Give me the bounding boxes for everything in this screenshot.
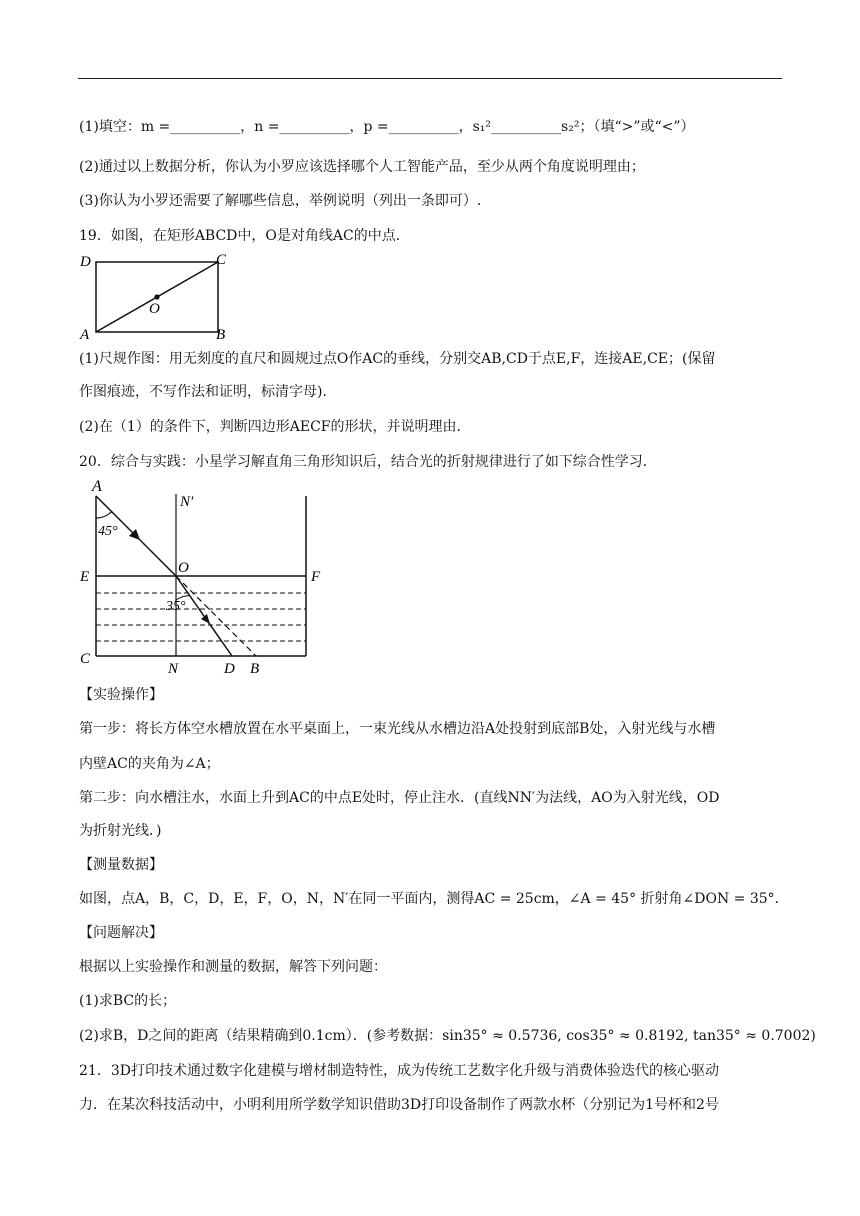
label-o: O bbox=[149, 301, 160, 317]
q19-part2: (2)在（1）的条件下，判断四边形AECF的形状，并说明理由． bbox=[79, 419, 471, 435]
q20-step2-line2: 为折射光线．) bbox=[79, 823, 162, 839]
q20-section-solve: 【问题解决】 bbox=[79, 925, 163, 941]
rectangle-abcd-figure bbox=[74, 250, 244, 342]
angle-arc-a bbox=[96, 512, 112, 518]
q18-part3: (3)你认为小罗还需要了解哪些信息，举例说明（列出一条即可）. bbox=[79, 193, 482, 209]
q19-part1-line2: 作图痕迹，不写作法和证明，标清字母)． bbox=[79, 384, 337, 400]
q20-part1: (1)求BC的长； bbox=[79, 993, 177, 1009]
q21-line1: 21．3D打印技术通过数字化建模与增材制造特性，成为传统工艺数字化升级与消费体验迭代的核心驱动 bbox=[79, 1063, 719, 1079]
q18-part2: (2)通过以上数据分析，你认为小罗应该选择哪个人工智能产品，至少从两个角度说明理由； bbox=[79, 159, 645, 175]
label-b: B bbox=[250, 661, 260, 677]
q20-step1-line2: 内壁AC的夹角为∠A； bbox=[79, 756, 220, 772]
q20-step2-line1: 第二步：向水槽注水，水面上升到AC的中点E处时，停止注水．(直线NN′为法线，AO为入射光线，OD bbox=[79, 790, 720, 806]
label-c: C bbox=[80, 651, 91, 667]
q20-solve-intro: 根据以上实验操作和测量的数据，解答下列问题： bbox=[79, 959, 387, 975]
midpoint-o bbox=[154, 294, 159, 299]
q19-stem: 19．如图，在矩形ABCD中，O是对角线AC的中点． bbox=[79, 228, 410, 244]
label-angle-35: 35° bbox=[166, 599, 186, 614]
q20-step1-line1: 第一步：将长方体空水槽放置在水平桌面上，一束光线从水槽边沿A处投射到底部B处，入射光线与水槽 bbox=[79, 721, 716, 737]
q20-part2: (2)求B，D之间的距离（结果精确到0.1cm）．(参考数据：sin35° ≈ 0.5736, cos35° ≈ 0.8192, tan35° ≈ 0.7002) bbox=[79, 1028, 816, 1044]
q20-stem: 20．综合与实践：小星学习解直角三角形知识后，结合光的折射规律进行了如下综合性学习． bbox=[79, 454, 657, 470]
label-c: C bbox=[216, 252, 227, 268]
refracted-ray-od bbox=[176, 576, 232, 656]
q21-line2: 力．在某次科技活动中，小明利用所学数学知识借助3D打印设备制作了两款水杯（分别记为1号杯和2号 bbox=[79, 1097, 719, 1113]
label-b: B bbox=[216, 327, 226, 342]
q18-part1: (1)填空：m =__________，n =__________，p =__________，s₁²__________s₂²；（填“>”或“<”） bbox=[79, 119, 695, 135]
water-tank-refraction-figure bbox=[74, 474, 334, 678]
dashed-line-ob bbox=[176, 576, 256, 656]
label-d: D bbox=[224, 661, 235, 677]
label-a: A bbox=[80, 327, 90, 342]
q20-section-data: 【测量数据】 bbox=[79, 857, 163, 873]
refracted-arrow bbox=[201, 614, 210, 624]
q19-part1-line1: (1)尺规作图：用无刻度的直尺和圆规过点O作AC的垂线，分别交AB,CD于点E,F，连接AE,CE；(保留 bbox=[79, 351, 716, 367]
header-rule bbox=[78, 78, 782, 79]
label-a: A bbox=[92, 478, 102, 495]
label-f: F bbox=[311, 569, 321, 585]
label-n-prime: N′ bbox=[180, 494, 194, 510]
q20-section-experiment: 【实验操作】 bbox=[79, 687, 163, 703]
label-o: O bbox=[178, 560, 189, 576]
label-d: D bbox=[80, 254, 91, 270]
label-angle-45: 45° bbox=[98, 524, 118, 539]
label-e: E bbox=[80, 569, 90, 585]
q20-data-line: 如图，点A，B，C，D，E，F，O，N，N′在同一平面内，测得AC = 25cm，∠A = 45° 折射角∠DON = 35°． bbox=[79, 891, 789, 907]
label-n: N bbox=[168, 661, 179, 677]
